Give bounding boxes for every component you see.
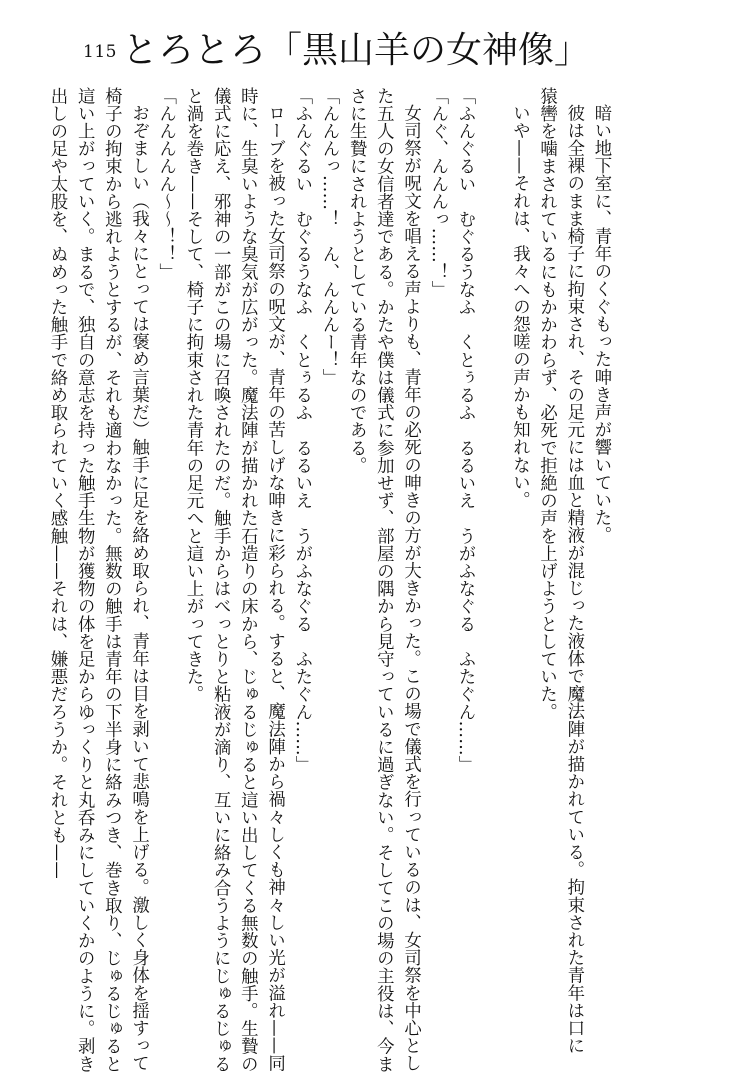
paragraph: 出しの足や太股を、ぬめった触手で絡め取られていく感触——それは、嫌悪だろうか。それとも—— [46, 87, 67, 879]
paragraph: さに生贄にされようとしている青年なのである。 [346, 87, 367, 475]
paragraph: 時に、生臭いような臭気が広がった。魔法陣が描かれた石造りの床から、じゅるじゅると這い出してくる無数の触手。生贄の [237, 87, 258, 1073]
paragraph: 「ふんぐるい むぐるうなふ くとぅるふ るるいえ うがふなぐる ふたぐん……」 [454, 87, 475, 774]
paragraph: 彼は全裸のまま椅子に拘束され、その足元には血と精液が混じった液体で魔法陣が描かれている。拘束された青年は口に [563, 104, 584, 1055]
paragraph: おぞましい（我々にとっては褒め言葉だ）触手に足を絡め取られ、青年は目を剥いて悲鳴を上げる。激しく身体を揺すって [128, 104, 149, 1073]
paragraph: 猿轡を噛まされているにもかかわらず、必死で拒絶の声を上げようとしていた。 [536, 87, 557, 721]
paragraph: と渦を巻き——そして、椅子に拘束された青年の足元へと這い上がってきた。 [182, 87, 203, 703]
page-title: とろとろ「黒山羊の女神像」 [122, 30, 591, 71]
paragraph: 暗い地下室に、青年のくぐもった呻き声が響いていた。 [591, 104, 611, 545]
paragraph: 儀式に応え、邪神の一部がこの場に召喚されたのだ。触手からはべっとりと粘液が滴り、互いに絡み合うようにじゅるじゅる [210, 87, 231, 1073]
paragraph: 女司祭が呪文を唱える声よりも、青年の必死の呻きの方が大きかった。この場で儀式を行っているのは、女司祭を中心とし [400, 104, 421, 1073]
paragraph: 這い上がっていく。まるで、独自の意志を持った触手生物が獲物の体を足からゆっくりと丸呑みにしていくかのように。剥き [74, 87, 95, 1073]
body-text [46, 87, 614, 1073]
paragraph: 「んんんっ……！ ん、んんんー！」 [318, 87, 339, 387]
paragraph: 椅子の拘束から逃れようとするが、それも適わなかった。無数の触手は青年の下半身に絡みつき、巻き取り、じゅるじゅると [101, 87, 122, 1073]
paragraph: 「んぐ、んんんっ……！」 [427, 87, 448, 299]
paragraph: ローブを被った女司祭の呪文が、青年の苦しげな呻きに彩られる。すると、魔法陣から禍々しくも神々しい光が溢れ——同 [264, 104, 285, 1073]
page-number: 115 [83, 42, 117, 62]
paragraph: 「んんんんん〜〜！！」 [155, 87, 176, 281]
paragraph: 「ふんぐるい むぐるうなふ くとぅるふ るるいえ うがふなぐる ふたぐん……」 [291, 87, 312, 774]
blank-line [478, 87, 505, 967]
paragraph: いや——それは、我々への怨嗟の声かも知れない。 [509, 104, 530, 510]
paragraph: た五人の女信者達である。かたや僕は儀式に参加せず、部屋の隅から見守っているに過ぎない。そしてこの場の主役は、今ま [373, 87, 394, 1073]
